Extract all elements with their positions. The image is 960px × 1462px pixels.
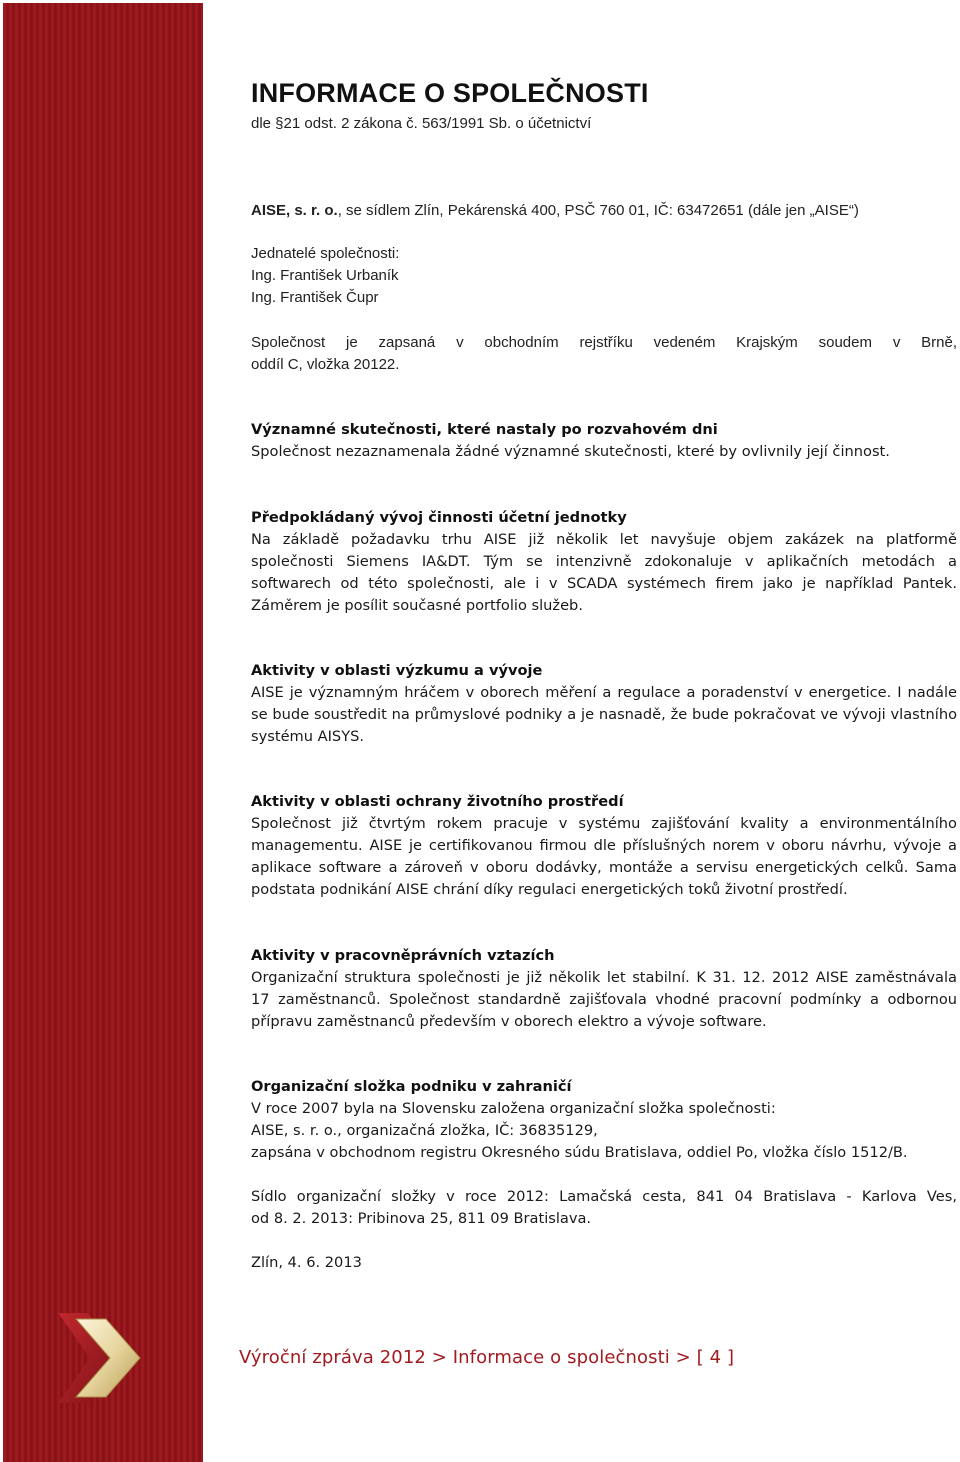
- date-place: Zlín, 4. 6. 2013: [251, 1254, 362, 1271]
- section-line: systému AISYS.: [251, 728, 365, 745]
- section-line: se bude soustředit na průmyslové podniky a je nasnadě, že bude pokračovat ve vývoji vlastního: [251, 706, 957, 723]
- director-item: Ing. František Čupr: [251, 289, 379, 306]
- section-line: V roce 2007 byla na Slovensku založena organizační složka společnosti:: [251, 1100, 776, 1117]
- seat-line: Sídlo organizační složky v roce 2012: Lamačská cesta, 841 04 Bratislava - Karlova Ves,: [251, 1188, 957, 1205]
- section-line: Společnost již čtvrtým rokem pracuje v systému zajišťování kvality a environmentálního: [251, 815, 957, 832]
- section-line: společnosti Siemens IA&DT. Tým se intenzivně zdokonaluje v aplikačních metodách a: [251, 553, 957, 570]
- section-line: podstata podnikání AISE chrání díky regulaci energetických toků životní prostředí.: [251, 881, 848, 898]
- footer-caption: Výroční zpráva 2012 > Informace o společnosti > [ 4 ]: [239, 1347, 735, 1368]
- seat-line: od 8. 2. 2013: Pribinova 25, 811 09 Bratislava.: [251, 1210, 592, 1227]
- branch-seat: [251, 1186, 957, 1230]
- page-title: INFORMACE O SPOLEČNOSTI: [251, 78, 649, 108]
- section-expected-development: [251, 507, 957, 617]
- registry-line: oddíl C, vložka 20122.: [251, 356, 400, 373]
- section-line: Na základě požadavku trhu AISE již několik let navyšuje objem zakázek na platformě: [251, 531, 957, 548]
- section-line: aplikace software a zároveň v oboru dodávky, montáže a servisu energetických celků. Sama: [251, 859, 957, 876]
- section-heading: Organizační složka podniku v zahraničí: [251, 1078, 572, 1095]
- decorative-side-band: [3, 3, 203, 1462]
- page-subtitle: dle §21 odst. 2 zákona č. 563/1991 Sb. o účetnictví: [251, 115, 592, 132]
- section-line: AISE, s. r. o., organizačná zložka, IČ: 36835129,: [251, 1122, 598, 1139]
- registry-line: Společnost je zapsaná v obchodním rejstříku vedeném Krajským soudem v Brně,: [251, 334, 957, 351]
- section-line: přípravu zaměstnanců především v oborech elektro a vývoje software.: [251, 1013, 767, 1030]
- company-name: AISE, s. r. o.: [251, 202, 338, 219]
- section-line: Organizační struktura společnosti je již několik let stabilní. K 31. 12. 2012 AISE zaměstnávala: [251, 969, 957, 986]
- section-heading: Aktivity v pracovněprávních vztazích: [251, 947, 555, 964]
- chevron-logo-icon: [54, 1313, 146, 1403]
- section-labour: [251, 945, 957, 1033]
- section-line: Záměrem je posílit současné portfolio služeb.: [251, 597, 583, 614]
- section-heading: Předpokládaný vývoj činnosti účetní jednotky: [251, 509, 627, 526]
- company-description: , se sídlem Zlín, Pekárenská 400, PSČ 760 01, IČ: 63472651 (dále jen „AISE“): [337, 202, 859, 219]
- section-environment: [251, 791, 957, 901]
- directors-label: Jednatelé společnosti:: [251, 245, 400, 262]
- section-line: 17 zaměstnanců. Společnost standardně zajišťovala vhodné pracovní podmínky a odbornou: [251, 991, 957, 1008]
- section-heading: Významné skutečnosti, které nastaly po rozvahovém dni: [251, 421, 718, 438]
- section-heading: Aktivity v oblasti ochrany životního prostředí: [251, 793, 624, 810]
- section-line: Společnost nezaznamenala žádné významné skutečnosti, které by ovlivnily její činnost.: [251, 443, 890, 460]
- section-line: managementu. AISE je certifikovanou firmou dle příslušných norem v oboru návrhu, vývoje a: [251, 837, 957, 854]
- section-heading: Aktivity v oblasti výzkumu a vývoje: [251, 662, 543, 679]
- section-subsequent-events: [251, 419, 957, 463]
- company-identification: [251, 202, 859, 219]
- section-line: softwarech od této společnosti, ale i v SCADA systémech firem jako je například Pantek.: [251, 575, 957, 592]
- director-item: Ing. František Urbaník: [251, 267, 399, 284]
- section-research: [251, 660, 957, 748]
- section-foreign-branch: [251, 1076, 957, 1164]
- section-line: AISE je významným hráčem v oborech měření a regulace a poradenství v energetice. I nadále: [251, 684, 957, 701]
- section-line: zapsána v obchodnom registru Okresného súdu Bratislava, oddiel Po, vložka číslo 1512/B.: [251, 1144, 908, 1161]
